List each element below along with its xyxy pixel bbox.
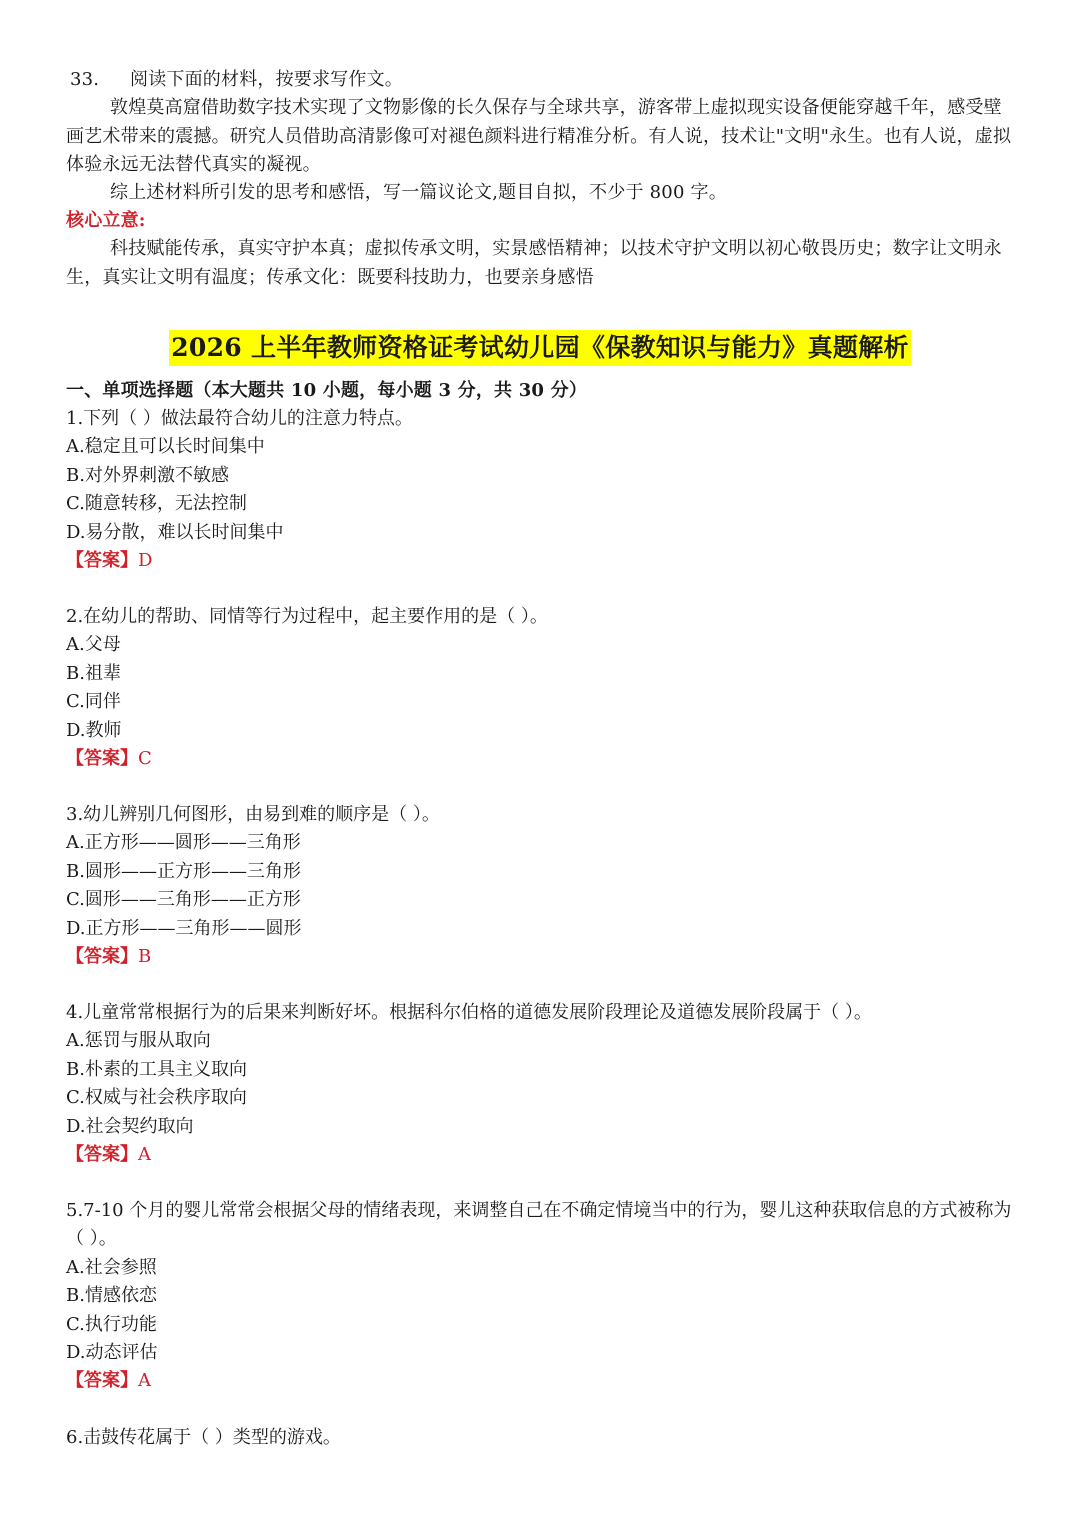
question-5 bbox=[66, 1197, 1016, 1396]
answer-line bbox=[66, 745, 1016, 773]
question-4 bbox=[66, 999, 1016, 1169]
option-c: C.同伴 bbox=[66, 691, 121, 713]
option-d: D.社会契约取向 bbox=[66, 1115, 194, 1137]
essay-prompt: 阅读下面的材料，按要求写作文。 bbox=[130, 69, 403, 90]
question-stem: 3.幼儿辨别几何图形，由易到难的顺序是（ ）。 bbox=[66, 804, 440, 825]
answer-line bbox=[66, 547, 1016, 575]
answer-value: A bbox=[138, 1370, 151, 1392]
answer-value: B bbox=[138, 946, 152, 968]
essay-material-paragraph: 敦煌莫高窟借助数字技术实现了文物影像的长久保存与全球共享，游客带上虚拟现实设备便能穿越千年，感受壁画艺术带来的震撼。研究人员借助高清影像可对褪色颜料进行精准分析。有人说，技术让"文明"永生。也有人说，虚拟体验永远无法替代真实的凝视。 bbox=[66, 97, 1012, 175]
option-c: C.执行功能 bbox=[66, 1313, 157, 1335]
question-2 bbox=[66, 603, 1016, 773]
section-heading: 一、单项选择题（本大题共 10 小题，每小题 3 分，共 30 分） bbox=[66, 380, 588, 401]
option-a: A.社会参照 bbox=[66, 1256, 157, 1278]
option-b: B.对外界刺激不敏感 bbox=[66, 464, 229, 486]
answer-value: C bbox=[138, 748, 152, 770]
core-idea-text: 科技赋能传承，真实守护本真；虚拟传承文明，实景感悟精神；以技术守护文明以初心敬畏历史；数字让文明永生，真实让文明有温度；传承文化：既要科技助力，也要亲身感悟 bbox=[66, 238, 1002, 288]
answer-line bbox=[66, 943, 1016, 971]
essay-number: 33. bbox=[70, 69, 100, 90]
essay-requirement-paragraph: 综上述材料所引发的思考和感悟，写一篇议论文,题目自拟，不少于 800 字。 bbox=[110, 182, 727, 203]
answer-tag: 【答案】 bbox=[66, 1370, 138, 1392]
question-stem: 6.击鼓传花属于（ ）类型的游戏。 bbox=[66, 1427, 341, 1448]
answer-line bbox=[66, 1367, 1016, 1395]
answer-tag: 【答案】 bbox=[66, 550, 138, 572]
option-b: B.情感依恋 bbox=[66, 1285, 157, 1307]
option-d: D.正方形——三角形——圆形 bbox=[66, 917, 302, 939]
question-stem: 2.在幼儿的帮助、同情等行为过程中，起主要作用的是（ ）。 bbox=[66, 606, 548, 627]
answer-tag: 【答案】 bbox=[66, 946, 138, 968]
exam-title: 2026 上半年教师资格证考试幼儿园《保教知识与能力》真题解析 bbox=[169, 330, 911, 366]
option-b: B.朴素的工具主义取向 bbox=[66, 1058, 247, 1080]
option-a: A.惩罚与服从取向 bbox=[66, 1030, 211, 1052]
option-d: D.易分散，难以长时间集中 bbox=[66, 521, 284, 543]
option-d: D.教师 bbox=[66, 719, 122, 741]
question-stem: 5.7-10 个月的婴儿常常会根据父母的情绪表现，来调整自己在不确定情境当中的行为，婴儿这种获取信息的方式被称为（ ）。 bbox=[66, 1200, 1012, 1250]
answer-value: A bbox=[138, 1144, 151, 1166]
option-c: C.圆形——三角形——正方形 bbox=[66, 889, 301, 911]
question-1 bbox=[66, 405, 1016, 575]
answer-tag: 【答案】 bbox=[66, 1144, 138, 1166]
option-a: A.父母 bbox=[66, 634, 121, 656]
option-a: A.稳定且可以长时间集中 bbox=[66, 436, 265, 458]
title-wrapper bbox=[0, 330, 1080, 366]
option-b: B.祖辈 bbox=[66, 662, 121, 684]
option-b: B.圆形——正方形——三角形 bbox=[66, 860, 301, 882]
question-stem: 4.儿童常常根据行为的后果来判断好坏。根据科尔伯格的道德发展阶段理论及道德发展阶段属于（ ）。 bbox=[66, 1002, 872, 1023]
answer-line bbox=[66, 1141, 1016, 1169]
question-3 bbox=[66, 801, 1016, 971]
core-idea-label: 核心立意: bbox=[66, 210, 146, 231]
option-a: A.正方形——圆形——三角形 bbox=[66, 832, 301, 854]
question-stem: 1.下列（ ）做法最符合幼儿的注意力特点。 bbox=[66, 408, 413, 429]
answer-tag: 【答案】 bbox=[66, 748, 138, 770]
option-d: D.动态评估 bbox=[66, 1342, 158, 1364]
answer-value: D bbox=[138, 550, 153, 572]
question-6 bbox=[66, 1424, 1016, 1452]
option-c: C.权威与社会秩序取向 bbox=[66, 1087, 247, 1109]
option-c: C.随意转移，无法控制 bbox=[66, 493, 247, 515]
